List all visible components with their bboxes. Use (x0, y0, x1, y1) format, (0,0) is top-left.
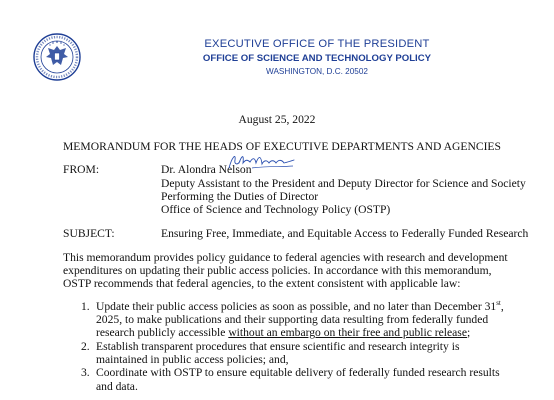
from-title-1: Deputy Assistant to the President and Deputy Director for Science and Society (161, 177, 526, 190)
subject-label: SUBJECT: (63, 227, 115, 240)
list-item-1-line-2: 2025, to make publications and their supporting data resulting from federally funded (96, 313, 489, 326)
letterhead-office: EXECUTIVE OFFICE OF THE PRESIDENT (204, 38, 430, 50)
intro-line-1: This memorandum provides policy guidance to federal agencies with research and development (63, 251, 508, 264)
list-item-3-line-1: Coordinate with OSTP to ensure equitable delivery of federally funded research results (96, 366, 500, 379)
letterhead-ostp: OFFICE OF SCIENCE AND TECHNOLOGY POLICY (202, 53, 432, 64)
intro-line-2: expenditures on updating their public access policies. In accordance with this memorandum, (63, 264, 492, 277)
from-title-3: Office of Science and Technology Policy (OSTP) (161, 203, 391, 216)
letterhead-address: WASHINGTON, D.C. 20502 (266, 67, 368, 76)
from-title-2: Performing the Duties of Director (161, 190, 319, 203)
list-item-2-line-2: maintained in public access policies; and, (96, 353, 289, 366)
list-number-2: 2. (81, 340, 90, 353)
memo-date: August 25, 2022 (238, 113, 316, 126)
list-item-3-line-2: and data. (96, 380, 138, 393)
intro-line-3: OSTP recommends that federal agencies, to the extent consistent with applicable law: (63, 277, 461, 290)
list-number-3: 3. (81, 366, 90, 379)
subject-text: Ensuring Free, Immediate, and Equitable Access to Federally Funded Research (161, 227, 529, 240)
list-item-2-line-1: Establish transparent procedures that ensure scientific and research integrity is (96, 340, 460, 353)
from-label: FROM: (63, 163, 100, 176)
list-item-1-line-1: Update their public access policies as soon as possible, and no later than December 31st, (96, 299, 504, 313)
list-item-1-line-3: research publicly accessible without an embargo on their free and public release; (96, 326, 471, 339)
list-number-1: 1. (81, 300, 90, 313)
from-name: Dr. Alondra Nelson (161, 163, 252, 176)
no-embargo-emphasis: without an embargo on their free and public release (228, 326, 467, 339)
signature-image (226, 151, 296, 173)
memo-recipients: MEMORANDUM FOR THE HEADS OF EXECUTIVE DEPARTMENTS AND AGENCIES (63, 140, 501, 153)
